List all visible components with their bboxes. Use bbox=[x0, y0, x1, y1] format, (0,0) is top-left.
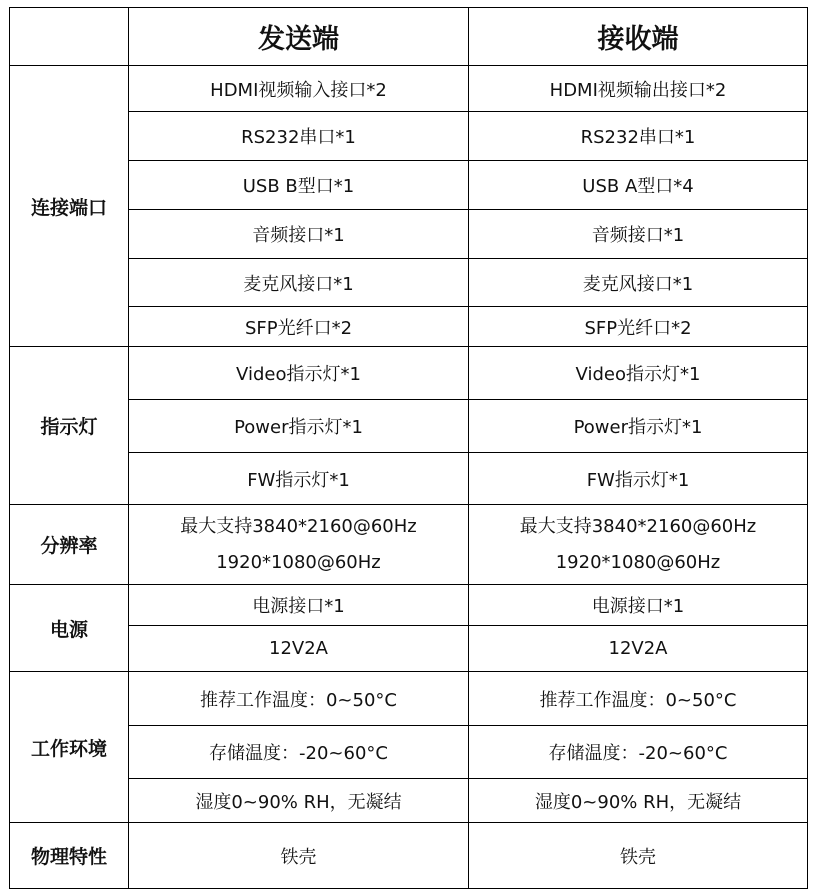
receiver-cell: FW指示灯*1 bbox=[469, 453, 808, 505]
category-ports: 连接端口 bbox=[10, 66, 129, 347]
sender-cell: Power指示灯*1 bbox=[129, 400, 469, 453]
table-row bbox=[10, 347, 808, 400]
receiver-cell: 湿度0~90% RH，无凝结 bbox=[469, 779, 808, 823]
category-environment: 工作环境 bbox=[10, 672, 129, 823]
table-row bbox=[10, 307, 808, 347]
receiver-cell: 音频接口*1 bbox=[469, 210, 808, 259]
table-row bbox=[10, 505, 808, 585]
sender-cell: USB B型口*1 bbox=[129, 161, 469, 210]
category-indicators: 指示灯 bbox=[10, 347, 129, 505]
receiver-cell: 推荐工作温度：0~50°C bbox=[469, 672, 808, 726]
receiver-cell: RS232串口*1 bbox=[469, 112, 808, 161]
receiver-cell: 电源接口*1 bbox=[469, 585, 808, 626]
table-row bbox=[10, 626, 808, 672]
receiver-cell: SFP光纤口*2 bbox=[469, 307, 808, 347]
sender-cell bbox=[129, 505, 469, 585]
table-row bbox=[10, 585, 808, 626]
sender-cell: 麦克风接口*1 bbox=[129, 259, 469, 307]
sender-cell: FW指示灯*1 bbox=[129, 453, 469, 505]
category-power: 电源 bbox=[10, 585, 129, 672]
table-row bbox=[10, 161, 808, 210]
table-row bbox=[10, 779, 808, 823]
table-row bbox=[10, 400, 808, 453]
sender-cell: Video指示灯*1 bbox=[129, 347, 469, 400]
receiver-cell: USB A型口*4 bbox=[469, 161, 808, 210]
resolution-max: 最大支持3840*2160@60Hz bbox=[180, 515, 417, 537]
sender-header: 发送端 bbox=[129, 8, 469, 66]
receiver-cell: Video指示灯*1 bbox=[469, 347, 808, 400]
sender-cell: RS232串口*1 bbox=[129, 112, 469, 161]
sender-cell: 12V2A bbox=[129, 626, 469, 672]
sender-cell: 存储温度：-20~60°C bbox=[129, 726, 469, 779]
table-row bbox=[10, 453, 808, 505]
receiver-cell: 铁壳 bbox=[469, 823, 808, 889]
spec-table bbox=[9, 7, 808, 889]
table-row bbox=[10, 112, 808, 161]
table-row bbox=[10, 66, 808, 112]
resolution-alt: 1920*1080@60Hz bbox=[555, 551, 721, 573]
receiver-cell bbox=[469, 505, 808, 585]
sender-cell: SFP光纤口*2 bbox=[129, 307, 469, 347]
receiver-cell: 12V2A bbox=[469, 626, 808, 672]
receiver-cell: 存储温度：-20~60°C bbox=[469, 726, 808, 779]
sender-cell: HDMI视频输入接口*2 bbox=[129, 66, 469, 112]
receiver-header: 接收端 bbox=[469, 8, 808, 66]
table-row bbox=[10, 823, 808, 889]
receiver-cell: HDMI视频输出接口*2 bbox=[469, 66, 808, 112]
category-resolution: 分辨率 bbox=[10, 505, 129, 585]
resolution-max: 最大支持3840*2160@60Hz bbox=[519, 515, 757, 537]
resolution-alt: 1920*1080@60Hz bbox=[216, 551, 381, 573]
sender-cell: 推荐工作温度：0~50°C bbox=[129, 672, 469, 726]
receiver-cell: 麦克风接口*1 bbox=[469, 259, 808, 307]
header-row bbox=[10, 8, 808, 66]
table-row bbox=[10, 726, 808, 779]
sender-cell: 电源接口*1 bbox=[129, 585, 469, 626]
table-row bbox=[10, 210, 808, 259]
category-physical: 物理特性 bbox=[10, 823, 129, 889]
table-row bbox=[10, 259, 808, 307]
table-row bbox=[10, 672, 808, 726]
corner-cell bbox=[10, 8, 129, 66]
sender-cell: 铁壳 bbox=[129, 823, 469, 889]
sender-cell: 音频接口*1 bbox=[129, 210, 469, 259]
sender-cell: 湿度0~90% RH，无凝结 bbox=[129, 779, 469, 823]
receiver-cell: Power指示灯*1 bbox=[469, 400, 808, 453]
